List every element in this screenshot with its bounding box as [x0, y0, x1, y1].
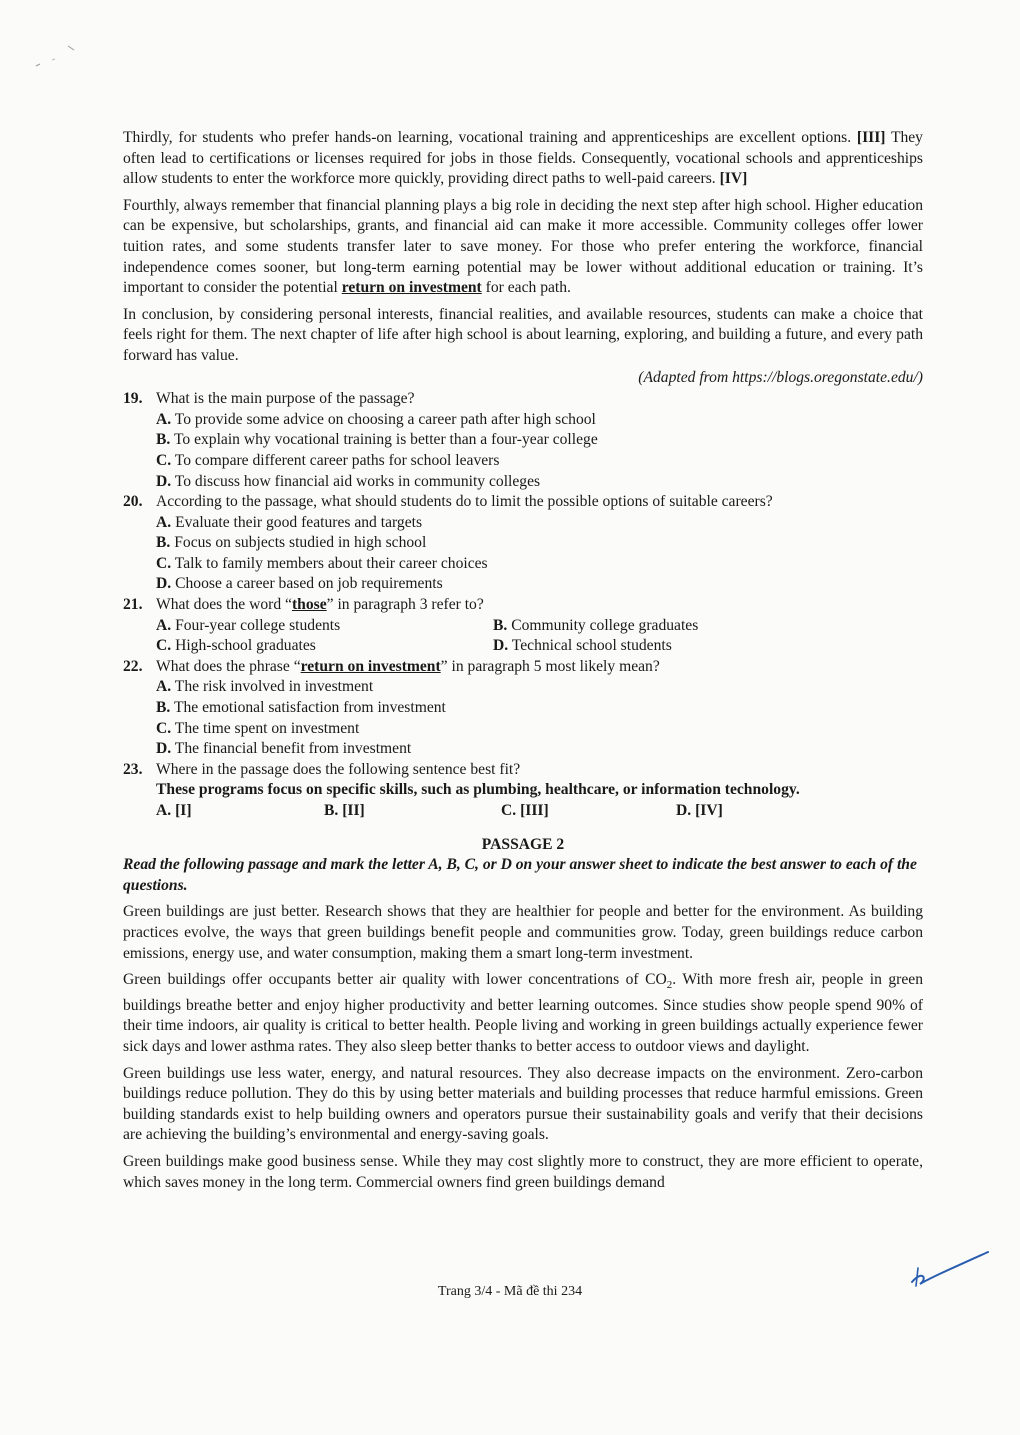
- question-21: [123, 595, 923, 657]
- option-text: High-school graduates: [175, 637, 316, 655]
- paragraph-fourthly: [123, 196, 923, 299]
- option-a[interactable]: [156, 513, 923, 534]
- stem-text: ” in paragraph 5 most likely mean?: [440, 657, 660, 675]
- passage-heading: PASSAGE 2: [481, 835, 565, 853]
- option-text: The risk involved in investment: [174, 678, 374, 696]
- stem-text: ” in paragraph 3 refer to?: [326, 596, 484, 614]
- question-stem: Where in the passage does the following sentence best fit?: [156, 760, 521, 778]
- paragraph-text: . With more fresh air, people in green buildings breathe better and enjoy higher productivity and better learning outcomes. Since studies show people spend 90% of their time indoors, air quality is critical to better health. People living and working in green buildings actually experience fewer sick days and lower asthma rates. They also sleep better thanks to better access to outdoor views and daylight.: [123, 971, 923, 1056]
- option-text: Technical school students: [511, 637, 672, 655]
- question-number: 19.: [123, 390, 143, 408]
- option-text: Focus on subjects studied in high school: [174, 534, 427, 552]
- question-stem: According to the passage, what should students do to limit the possible options of suitable careers?: [156, 493, 773, 511]
- option-letter: A.: [156, 513, 172, 531]
- stem-text: What does the phrase “: [156, 657, 301, 675]
- question-number: 23.: [123, 760, 143, 778]
- option-letter: D.: [156, 740, 172, 758]
- option-text: To compare different career paths for school leavers: [174, 451, 500, 469]
- option-a[interactable]: [156, 616, 493, 637]
- option-d[interactable]: [676, 801, 796, 822]
- passage2-paragraph-1: Green buildings are just better. Research shows that they are healthier for people and better for the environment. As building practices evolve, the ways that green buildings benefit people and communities grow. Today, green buildings reduce carbon emissions, energy use, and water consumption, making them a smart long-term investment.: [123, 903, 923, 962]
- option-text: [I]: [175, 802, 192, 819]
- option-letter: C.: [156, 637, 172, 655]
- option-text: The time spent on investment: [174, 719, 360, 737]
- underlined-word: those: [291, 596, 327, 614]
- question-stem: [156, 657, 660, 678]
- option-letter: D.: [156, 575, 172, 593]
- option-text: The emotional satisfaction from investment: [173, 699, 446, 717]
- scan-mark: [34, 44, 80, 74]
- question-20: [123, 492, 923, 595]
- option-b[interactable]: [156, 698, 923, 719]
- paragraph-text: They often lead to certifications or licenses required for jobs in those fields. Consequently, vocational schools and apprenticeships allow students to enter the workforce more quickly, providing direct paths to well-paid careers.: [123, 129, 923, 188]
- option-letter: B.: [156, 534, 171, 552]
- option-letter: A.: [156, 678, 172, 696]
- passage2-paragraph-3: Green buildings use less water, energy, and natural resources. They also decrease impacts on the environment. Zero-carbon buildings reduce pollution. They do this by using better materials and building processes that reduce harmful emissions. Green building standards exist to help building owners and operators pursue their sustainability goals and verify that their decisions are achieving the building’s environmental and energy-saving goals.: [123, 1064, 923, 1144]
- paragraph-conclusion: In conclusion, by considering personal interests, financial realities, and available resources, students can make a choice that feels right for them. The next chapter of life after high school is about learning, exploring, and building a future, and every path forward has value.: [123, 305, 923, 364]
- option-letter: C.: [156, 554, 172, 572]
- option-c[interactable]: [156, 636, 493, 657]
- option-text: To discuss how financial aid works in community colleges: [174, 472, 541, 490]
- paragraph-thirdly: [123, 128, 923, 190]
- option-c[interactable]: [156, 719, 923, 740]
- option-d[interactable]: [493, 636, 793, 657]
- paragraph-text: for each path.: [481, 279, 571, 297]
- insert-marker-iii: [III]: [856, 129, 886, 146]
- option-text: Talk to family members about their career choices: [174, 554, 488, 572]
- question-number: 21.: [123, 596, 143, 614]
- option-c[interactable]: [501, 801, 676, 822]
- passage2-paragraph-4: Green buildings make good business sense. While they may cost slightly more to construct, they are more efficient to operate, which saves money in the long term. Commercial owners find green buildings demand: [123, 1153, 923, 1191]
- option-letter: D.: [493, 637, 509, 655]
- option-text: To provide some advice on choosing a career path after high school: [174, 410, 596, 428]
- option-letter: B.: [324, 802, 339, 819]
- page-content: [123, 128, 923, 1193]
- question-stem: What is the main purpose of the passage?: [156, 390, 415, 408]
- instructions: Read the following passage and mark the letter A, B, C, or D on your answer sheet to indicate the best answer to each of the questions.: [123, 856, 917, 894]
- option-letter: A.: [156, 802, 172, 819]
- question-stem: [156, 595, 484, 616]
- option-text: Community college graduates: [511, 616, 699, 634]
- question-19: [123, 389, 923, 492]
- insert-marker-iv: [IV]: [719, 170, 748, 188]
- question-22: [123, 657, 923, 760]
- option-letter: B.: [156, 699, 171, 717]
- option-letter: B.: [493, 616, 508, 634]
- option-text: To explain why vocational training is better than a four-year college: [173, 431, 598, 449]
- option-text: Choose a career based on job requirements: [175, 575, 443, 593]
- option-letter: C.: [156, 719, 172, 737]
- question-number: 20.: [123, 493, 143, 511]
- paragraph-text: Fourthly, always remember that financial planning plays a big role in deciding the next step after high school. Higher education can be expensive, but scholarships, grants, and financial aid can make it more accessible. Community colleges offer lower tuition rates, and some students transfer later to save money. For those who prefer entering the workforce, financial independence comes sooner, but long-term earning potential may be lower without additional education or training. It’s important to consider the potential: [123, 196, 923, 297]
- source-citation: (Adapted from https://blogs.oregonstate.edu/): [638, 368, 923, 386]
- option-text: [IV]: [695, 802, 723, 819]
- option-text: The financial benefit from investment: [174, 740, 412, 758]
- passage2-paragraph-2: [123, 970, 923, 1057]
- option-b[interactable]: [493, 616, 793, 637]
- option-letter: B.: [156, 431, 171, 449]
- option-text: Evaluate their good features and targets: [175, 513, 423, 531]
- question-23: [123, 760, 923, 822]
- option-d[interactable]: [156, 574, 923, 595]
- underlined-phrase: return on investment: [300, 657, 441, 675]
- paragraph-text: Thirdly, for students who prefer hands-on learning, vocational training and apprenticeships are excellent options.: [123, 129, 857, 146]
- option-b[interactable]: [156, 430, 923, 451]
- option-a[interactable]: [156, 410, 923, 431]
- option-letter: A.: [156, 616, 172, 634]
- option-c[interactable]: [156, 554, 923, 575]
- paragraph-text: Green buildings offer occupants better air quality with lower concentrations of CO: [123, 971, 667, 989]
- option-letter: D.: [156, 472, 172, 490]
- insert-sentence: These programs focus on specific skills, such as plumbing, healthcare, or information technology.: [156, 781, 800, 799]
- option-letter: A.: [156, 410, 172, 428]
- option-text: [III]: [520, 802, 549, 819]
- option-text: Four-year college students: [175, 616, 341, 634]
- option-b[interactable]: [324, 801, 501, 822]
- subscript: 2: [666, 979, 673, 992]
- option-letter: C.: [501, 802, 517, 819]
- stem-text: What does the word “: [156, 596, 292, 614]
- option-d[interactable]: [156, 739, 923, 760]
- option-letter: D.: [676, 802, 692, 819]
- option-letter: C.: [156, 451, 172, 469]
- option-a[interactable]: [156, 677, 923, 698]
- option-text: [II]: [342, 802, 365, 819]
- question-number: 22.: [123, 657, 143, 675]
- option-c[interactable]: [156, 451, 923, 472]
- option-b[interactable]: [156, 533, 923, 554]
- page-footer: Trang 3/4 - Mã đề thi 234: [437, 1284, 583, 1299]
- signature-mark: [908, 1248, 992, 1288]
- underlined-phrase: return on investment: [341, 279, 482, 297]
- option-d[interactable]: [156, 472, 923, 493]
- option-a[interactable]: [156, 801, 324, 822]
